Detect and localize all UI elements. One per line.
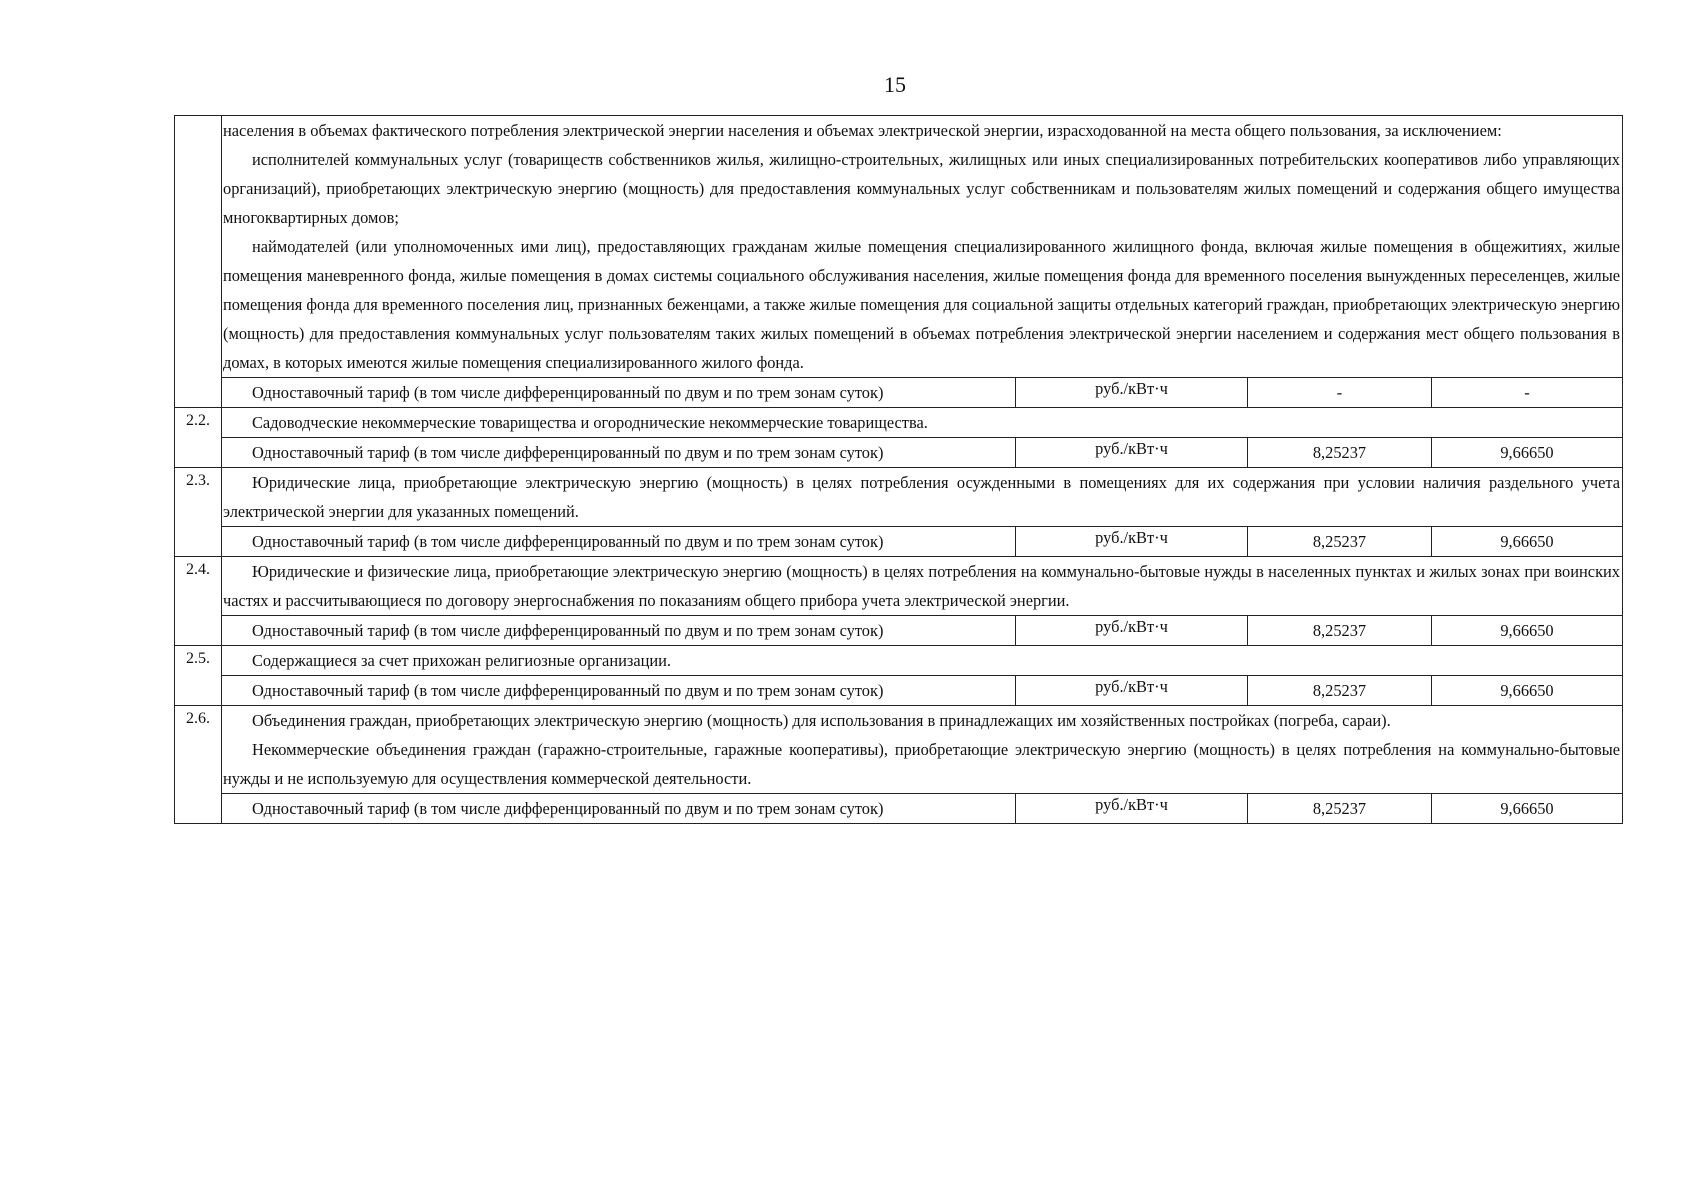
tariff-value-1: 8,25237 [1248, 794, 1432, 824]
tariff-value-2: 9,66650 [1432, 794, 1623, 824]
continuation-para-2: наймодателей (или уполномоченных ими лиц), предоставляющих гражданам жилые помещения специализированного жилищного фонда, включая жилые помещения в общежитиях, жилые помещения маневренного фонда, жилые помещения в домах системы социального обслуживания населения, жилые помещения фонда для временного поселения вынужденных переселенцев, жилые помещения фонда для временного поселения лиц, признанных беженцами, а также жилые помещения для социальной защиты отдельных категорий граждан, приобретающих электрическую энергию (мощность) для предоставления коммунальных услуг пользователям таких жилых помещений в объемах потребления электрической энергии населением и содержания мест общего пользования в домах, в которых имеются жилые помещения специализированного жилого фонда. [223, 237, 1620, 372]
tariff-row [175, 378, 1623, 408]
tariff-value-1: - [1248, 378, 1432, 408]
row-text: Юридические лица, приобретающие электрическую энергию (мощность) в целях потребления осужденными в помещениях для их содержания при условии наличия раздельного учета электрической энергии для указанных помещений. [223, 473, 1620, 521]
continuation-intro: населения в объемах фактического потребления электрической энергии населения и объемах электрической энергии, израсходованной на места общего пользования, за исключением: [223, 121, 1502, 140]
table-row [175, 468, 1623, 527]
tariff-label: Одноставочный тариф (в том числе дифференцированный по двум и по трем зонам суток) [222, 616, 1016, 646]
table-row [175, 646, 1623, 676]
tariff-value-2: 9,66650 [1432, 616, 1623, 646]
row-text: Объединения граждан, приобретающих электрическую энергию (мощность) для использования в принадлежащих им хозяйственных постройках (погреба, сараи). [252, 711, 1391, 730]
row-description [222, 646, 1623, 676]
tariff-value-2: 9,66650 [1432, 527, 1623, 557]
row-description [222, 468, 1623, 527]
tariff-unit: руб./кВт·ч [1016, 616, 1248, 646]
tariff-row [175, 794, 1623, 824]
row-description [222, 557, 1623, 616]
tariff-row [175, 438, 1623, 468]
row-text: Садоводческие некоммерческие товарищества и огороднические некоммерческие товарищества. [252, 413, 928, 432]
tariff-unit: руб./кВт·ч [1016, 378, 1248, 408]
tariff-row [175, 527, 1623, 557]
row-text-2: Некоммерческие объединения граждан (гаражно-строительные, гаражные кооперативы), приобретающие электрическую энергию (мощность) в целях потребления на коммунально-бытовые нужды и не используемую для осуществления коммерческой деятельности. [223, 740, 1620, 788]
row-description [222, 706, 1623, 794]
tariff-label: Одноставочный тариф (в том числе дифференцированный по двум и по трем зонам суток) [222, 438, 1016, 468]
row-number: 2.6. [175, 706, 222, 824]
tariff-value-2: 9,66650 [1432, 438, 1623, 468]
row-number: 2.5. [175, 646, 222, 706]
tariff-unit: руб./кВт·ч [1016, 794, 1248, 824]
tariff-unit: руб./кВт·ч [1016, 527, 1248, 557]
tariff-label: Одноставочный тариф (в том числе дифференцированный по двум и по трем зонам суток) [222, 794, 1016, 824]
tariff-value-2: 9,66650 [1432, 676, 1623, 706]
table-row [175, 557, 1623, 616]
table-row [175, 706, 1623, 794]
tariff-value-1: 8,25237 [1248, 676, 1432, 706]
row-description [222, 408, 1623, 438]
tariff-label: Одноставочный тариф (в том числе дифференцированный по двум и по трем зонам суток) [222, 527, 1016, 557]
continuation-para-1: исполнителей коммунальных услуг (товариществ собственников жилья, жилищно-строительных, жилищных или иных специализированных потребительских кооперативов либо управляющих организаций), приобретающих электрическую энергию (мощность) для предоставления коммунальных услуг собственникам и пользователям жилых помещений и содержания общего имущества многоквартирных домов; [223, 150, 1620, 227]
tariff-unit: руб./кВт·ч [1016, 438, 1248, 468]
table-row-continuation [175, 116, 1623, 378]
page-number: 15 [884, 72, 906, 97]
tariff-value-2: - [1432, 378, 1623, 408]
tariff-value-1: 8,25237 [1248, 616, 1432, 646]
tariff-value-1: 8,25237 [1248, 527, 1432, 557]
row-text: Юридические и физические лица, приобретающие электрическую энергию (мощность) в целях потребления на коммунально-бытовые нужды в населенных пунктах и жилых зонах при воинских частях и рассчитывающиеся по договору энергоснабжения по показаниям общего прибора учета электрической энергии. [223, 562, 1620, 610]
row-text: Содержащиеся за счет прихожан религиозные организации. [252, 651, 672, 670]
row-number-cell [175, 116, 222, 408]
tariff-unit: руб./кВт·ч [1016, 676, 1248, 706]
row-description [222, 116, 1623, 378]
tariff-row [175, 676, 1623, 706]
row-number: 2.4. [175, 557, 222, 646]
tariff-label: Одноставочный тариф (в том числе дифференцированный по двум и по трем зонам суток) [222, 378, 1016, 408]
row-number: 2.2. [175, 408, 222, 468]
tariff-table [174, 115, 1623, 824]
table-row [175, 408, 1623, 438]
tariff-row [175, 616, 1623, 646]
row-number: 2.3. [175, 468, 222, 557]
tariff-label: Одноставочный тариф (в том числе дифференцированный по двум и по трем зонам суток) [222, 676, 1016, 706]
tariff-value-1: 8,25237 [1248, 438, 1432, 468]
